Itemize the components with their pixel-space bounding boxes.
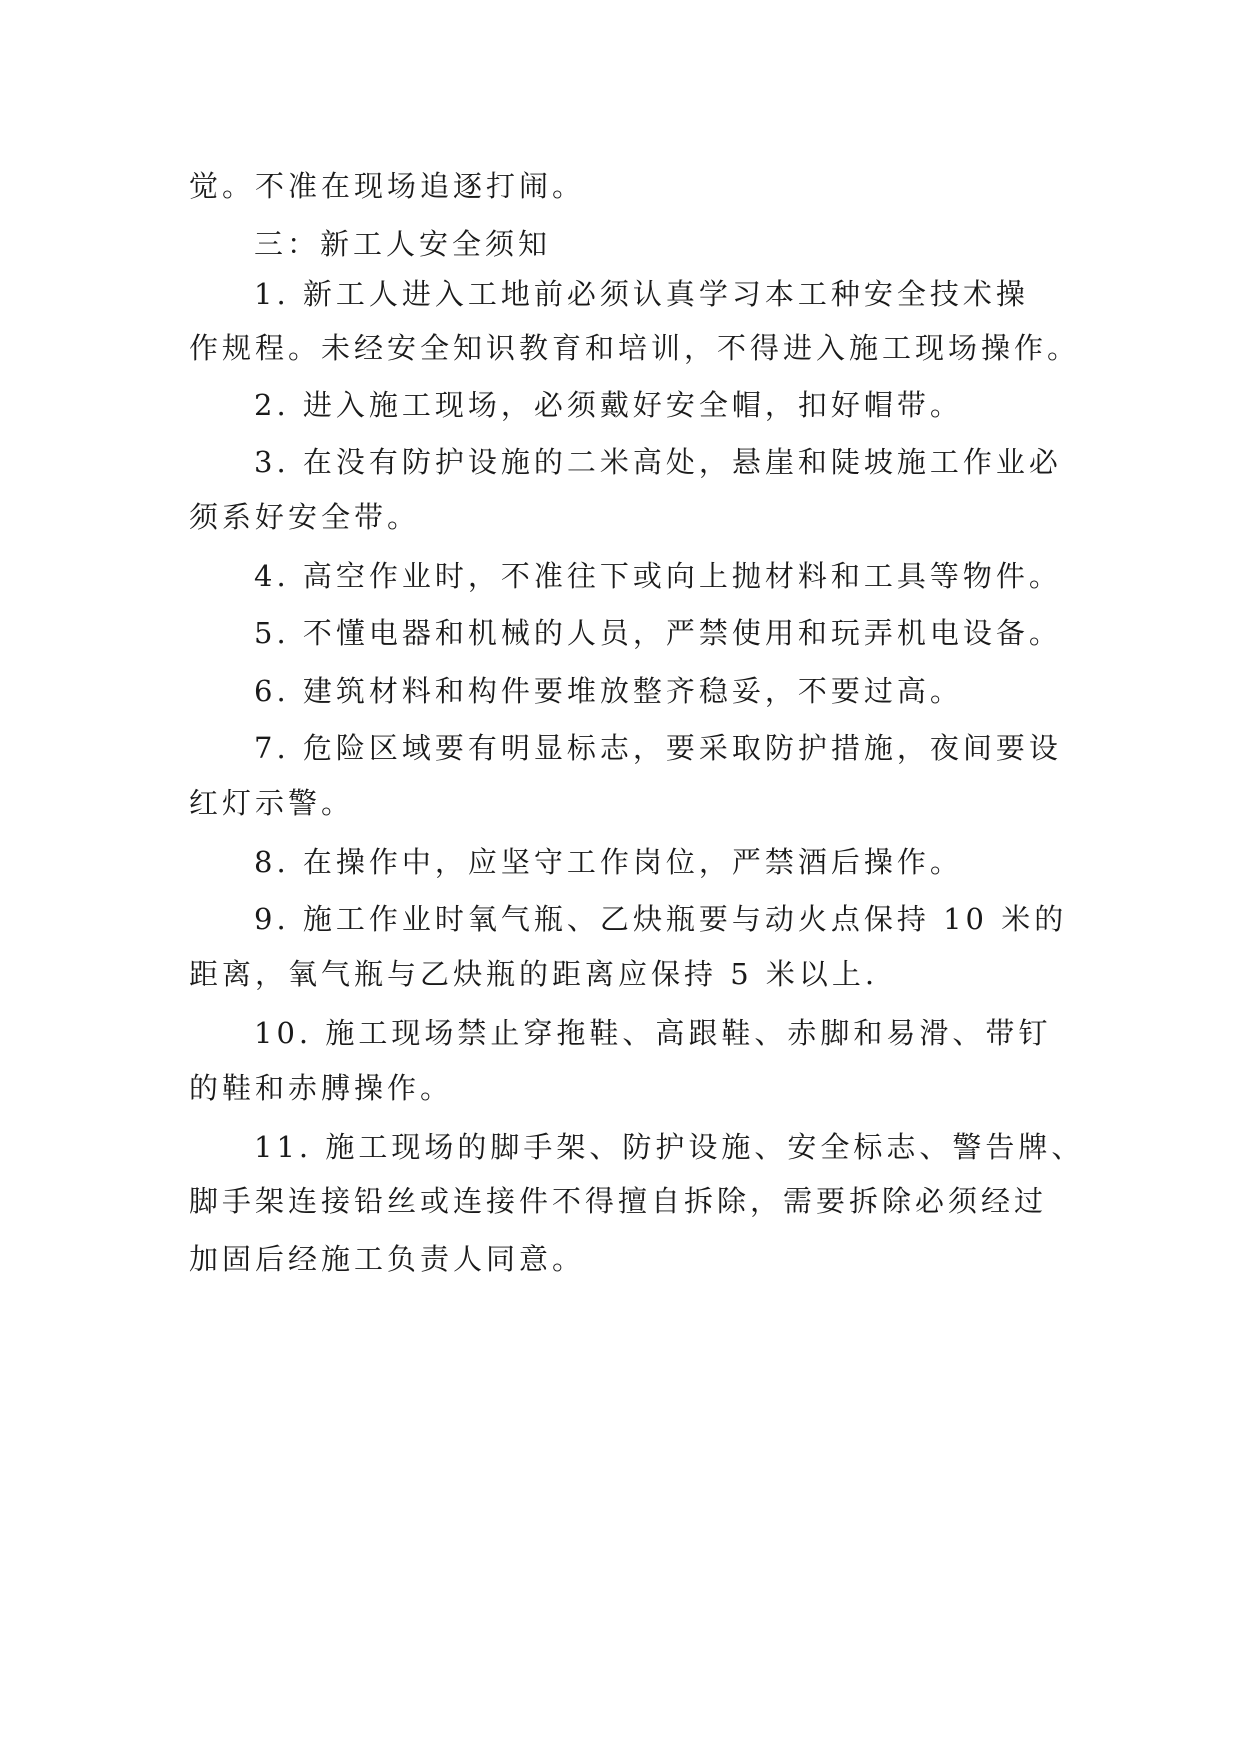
text-line: 距离，氧气瓶与乙炔瓶的距离应保持 5 米以上. — [189, 957, 879, 991]
text-line: 5. 不懂电器和机械的人员，严禁使用和玩弄机电设备。 — [254, 616, 1062, 650]
text-line: 脚手架连接铅丝或连接件不得擅自拆除，需要拆除必须经过 — [189, 1184, 1048, 1218]
text-line: 作规程。未经安全知识教育和培训，不得进入施工现场操作。 — [189, 331, 1081, 365]
text-line: 加固后经施工负责人同意。 — [189, 1242, 586, 1276]
text-line: 9. 施工作业时氧气瓶、乙炔瓶要与动火点保持 10 米的 — [254, 902, 1068, 936]
text-line: 4. 高空作业时，不准往下或向上抛材料和工具等物件。 — [254, 559, 1062, 593]
text-line: 7. 危险区域要有明显标志，要采取防护措施，夜间要设 — [254, 731, 1062, 765]
text-line: 1. 新工人进入工地前必须认真学习本工种安全技术操 — [254, 277, 1029, 311]
text-line: 红灯示警。 — [189, 786, 355, 820]
section-heading: 三：新工人安全须知 — [254, 227, 552, 261]
text-line: 11. 施工现场的脚手架、防护设施、安全标志、警告牌、 — [254, 1130, 1085, 1164]
text-line: 的鞋和赤膊操作。 — [189, 1071, 454, 1105]
text-line: 须系好安全带。 — [189, 500, 421, 534]
text-line: 觉。不准在现场追逐打闹。 — [189, 169, 586, 203]
text-line: 6. 建筑材料和构件要堆放整齐稳妥，不要过高。 — [254, 674, 963, 708]
text-line: 8. 在操作中，应坚守工作岗位，严禁酒后操作。 — [254, 845, 963, 879]
text-line: 2. 进入施工现场，必须戴好安全帽，扣好帽带。 — [254, 388, 963, 422]
text-line: 3. 在没有防护设施的二米高处，悬崖和陡坡施工作业必 — [254, 445, 1062, 479]
text-line: 10. 施工现场禁止穿拖鞋、高跟鞋、赤脚和易滑、带钉 — [254, 1016, 1052, 1050]
